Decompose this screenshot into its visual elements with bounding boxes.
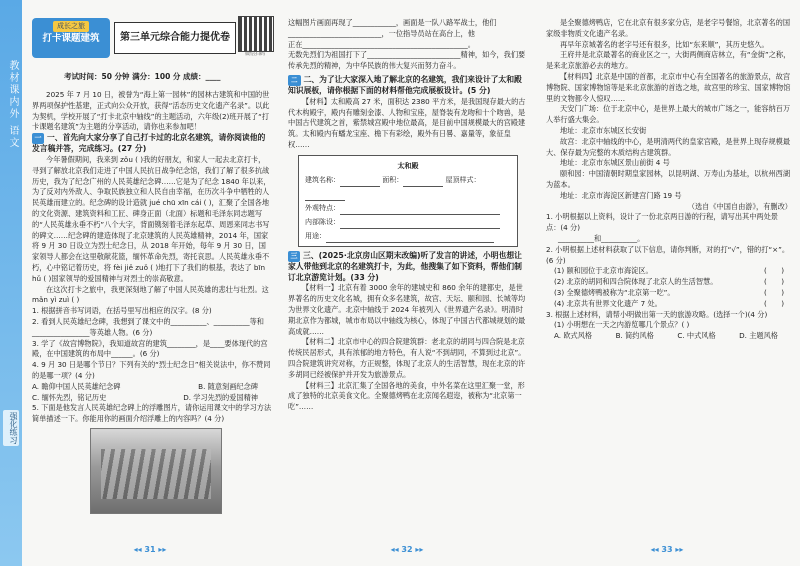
page-number: ◂◂ 33 ▸▸ bbox=[650, 545, 684, 555]
form-row-usage: 用途： bbox=[305, 229, 511, 243]
form-row-interior: 内部陈设： bbox=[305, 215, 511, 229]
bullet-2: 故宫：北京中轴线的中心，是明清两代的皇家宫殿，是世界上现存规模最大、保存最为完整的木质结构古建筑群。 bbox=[546, 136, 791, 157]
question-3: 3. 学了《故宫博物院》，我知道故宫的建筑________，是____要体现代的宫殿，在中国建筑的布局中______。(6 分) bbox=[32, 338, 268, 359]
book-spine bbox=[0, 0, 22, 566]
page-number: ◂◂ 32 ▸▸ bbox=[390, 545, 424, 555]
intro-paragraph: 2025 年 7 月 10 日，被誉为“海上第一园林”的园林古建筑和中国的世界两项保护性基建，正式向公众开放，获得“活态历史文化遗产名录”。以此为契机，学校开展了“打卡北京中轴线”的主题活动，六年级(2)班开展了“打卡课题名建筑”为主题的分享活动，请你也来参加吧！ bbox=[32, 90, 270, 132]
section-2-heading: 二 二、为了让大家深入地了解北京的名建筑，我们来设计了太和殿知识展板，请你根据下面的材料帮他完成展板设计。(5 分) bbox=[288, 74, 522, 95]
judge-item-2: (2) 北京的胡同和四合院体现了北京人的生活智慧。 ( ) bbox=[554, 277, 784, 287]
answer-paren[interactable]: ( ) bbox=[764, 277, 784, 287]
bullet-2-address: 地址：北京市东城区景山前街 4 号 bbox=[560, 158, 670, 168]
ribbon-top: 成长之旅 bbox=[53, 21, 89, 32]
option-b[interactable]: B. 简约风格 bbox=[615, 331, 654, 341]
material-1: 【材料一】北京有着 3000 余年的建城史和 860 余年的建都史，是世界著名的历史文化名城，拥有众多名建筑，故宫、天坛、颐和园、长城等均为世界文化遗产。北京中轴线于 2024 年被列入《世界遗产名录》。明清时期北京作为都城，城市布局以中轴线为核心，体现了中国古代都城规划的最高成就…… bbox=[288, 283, 526, 336]
option-c[interactable]: C. 缅怀先烈，铭记历史 bbox=[32, 392, 107, 402]
fill-line-1: 这幅图片画面再现了____________，画面是一队八路军战士，他们 bbox=[288, 18, 497, 27]
input-interior[interactable] bbox=[340, 220, 500, 229]
judge-item-4: (4) 北京共有世界文化遗产 7 处。 ( ) bbox=[554, 298, 784, 308]
bullet-1: 天安门广场：位于北京中心，是世界上最大的城市广场之一，能容纳百万人举行盛大集会。 bbox=[546, 104, 791, 125]
section-number-badge: 三 bbox=[288, 251, 300, 262]
exam-meta: 考试时间：50 分钟 满分：100 分 成绩：____ bbox=[64, 72, 221, 81]
answer-paren[interactable]: ( ) bbox=[764, 266, 784, 276]
input-roof[interactable] bbox=[305, 192, 345, 201]
section-3-heading: 三 三、(2025·北京房山区期末改编)听了发言的讲述，小明也想让家人带他到北京的名建筑打卡，为此，他搜集了如下资料，帮他们制订北京游览计划。(33 分) bbox=[288, 250, 522, 282]
section-ribbon bbox=[32, 18, 110, 58]
material-2: 【材料二】北京市中心的四合院建筑群：老北京的胡同与四合院是北京传统民居形式，具有浓郁的地方特色，有人说“不到胡同，不算到过北京”。四合院建筑讲究对称，方正规整，体现了北京人的生活智慧，现在北京的许多胡同已经被保护并开发为旅游景点。 bbox=[288, 337, 526, 379]
section-badge: 二 bbox=[288, 75, 301, 86]
option-d[interactable]: D. 主题风格 bbox=[739, 331, 778, 341]
ribbon-main: 打卡课题建筑 bbox=[42, 32, 100, 44]
qr-caption: 微信扫码 bbox=[244, 51, 265, 57]
fill-line-5: 传承先烈的精神，为中华民族的伟大复兴而努力奋斗。 bbox=[288, 61, 461, 71]
page-33 bbox=[538, 0, 796, 566]
question-c: 3. 根据上述材料，请帮小明做出第一天的旅游攻略。(选择一个)(4 分) bbox=[546, 309, 768, 319]
question-a: 1. 小明根据以上资料，设计了一份北京两日游的行程，请写出其中两处景点：(4 分) bbox=[546, 212, 778, 233]
input-usage[interactable] bbox=[326, 234, 494, 243]
p3-line-2: 再早年京城著名的老字号还有很多，比如“东来顺”，其历史悠久。 bbox=[560, 39, 769, 49]
judge-item-1: (1) 颐和园位于北京市海淀区。 ( ) bbox=[554, 266, 784, 276]
material-4: 【材料四】北京是中国的首都，北京市中心有全国著名的旅游景点，故宫博物院、国家博物馆等是来北京旅游的首选之地，故宫里的珍宝、国家博物馆里的文物都令人惊叹…… bbox=[546, 71, 791, 103]
spine-title: 教材课内外 语文 bbox=[7, 60, 18, 150]
section-1-heading: 一 一、首先向大家分享了自己打卡过的北京名建筑，请你阅读他的发言稿并答，完成练习。(27 分) bbox=[32, 133, 266, 154]
option-c[interactable]: C. 中式风格 bbox=[677, 331, 716, 341]
fill-line-3: 正在______________________________________________。 bbox=[288, 39, 475, 49]
page-number: ◂◂ 31 ▸▸ bbox=[133, 545, 167, 555]
question-5: 5. 下面是他发言人民英雄纪念碑上的浮雕图片，请你运用课文中的学习方法简单描述一下。你能用你的画面介绍浮雕上的内容吗？(4 分) bbox=[32, 403, 272, 424]
p3-line-3: 王府井是北京最著名的商业区之一，大街两侧商店林立，有“金街”之称，是来北京旅游必去的地方。 bbox=[546, 50, 791, 71]
relief-sculpture-image bbox=[90, 428, 222, 514]
material-taihe: 【材料】太和殿高 27 米，面积达 2380 平方米，是我国现存最大的古代木构殿宇，殿内有雕刻金漆、人物和宝座，屋脊装有龙吻和十个吻兽，是中国古代建筑之首，紫禁城宫殿中地位最高，是目前中国规模最大的宫殿建筑。太和殿内有蟠龙宝座、檐下有彩绘，殿外有日晷、嘉量等，象征皇权…… bbox=[288, 96, 526, 149]
option-a[interactable]: A. 瞻仰中国人民英雄纪念碑 bbox=[32, 381, 121, 391]
exhibit-board-form bbox=[298, 155, 518, 247]
question-c-sub: (1) 小明想在一天之内游览哪几个景点？( ) bbox=[554, 320, 690, 330]
option-b[interactable]: B. 随意刻画纪念碑 bbox=[198, 381, 258, 391]
qr-code-icon[interactable] bbox=[238, 16, 274, 52]
fill-line-4: 无数先烈们为祖国打下了__________________________精神，如今，我们要 bbox=[288, 50, 526, 60]
unit-title: 第三单元综合能力提优卷 bbox=[114, 22, 236, 54]
question-a-blank[interactable]: __________和__________。 bbox=[558, 233, 645, 243]
input-appearance[interactable] bbox=[340, 206, 500, 215]
spine-tag: 强化练习 bbox=[3, 410, 19, 446]
question-4: 4. 9 月 30 日是哪个节日？下列有关的“烈士纪念日”相关说法中，你不赞同的是哪一项？(4 分) bbox=[32, 360, 271, 380]
fill-line-2: __________________________，一位指导员站在高台上，他 bbox=[288, 28, 475, 38]
material-3: 【材料三】北京汇集了全国各地的美食，中外名菜在这里汇聚一堂，形成了独特的北京美食文化。全聚德烤鸭在北京闻名遐迩，被称为“北京第一吃”…… bbox=[288, 380, 525, 412]
section-1-tail: 在这次打卡之旅中，我更深刻地了解了中国人民英雄的悲壮与壮烈。这 mǎn yì zuì ( ) bbox=[32, 284, 269, 305]
bullet-3: 颐和园：中国清朝时期皇家园林，以昆明湖、万寿山为基址，以杭州西湖为蓝本。 bbox=[546, 169, 791, 189]
form-row-top: 建筑名称： 面积： 屋顶样式： bbox=[305, 173, 511, 201]
bullet-3-address: 地址：北京市海淀区新建宫门路 19 号 bbox=[560, 190, 682, 200]
page1-content bbox=[32, 90, 272, 514]
page-31 bbox=[24, 0, 276, 566]
p3-line-1: 是全聚德烤鸭店，它在北京有很多家分店，是老字号餐馆，北京著名的国家级非物质文化遗产名录。 bbox=[546, 18, 791, 38]
page-32 bbox=[280, 0, 534, 566]
option-a[interactable]: A. 欧式风格 bbox=[554, 331, 593, 341]
form-title: 太和殿 bbox=[397, 161, 419, 170]
section-1-body: 今年暑假期间，我来到 zǒu ( )我的好朋友，和家人一起去北京打卡，寻到了解放北京我们走进了中国人民抗日战争纪念馆，我们了解了很多抗战历史，我为了纪念广州的人民英雄纪念碑……它是为了纪念 1840 年以来，为了反对内外敌人、争取民族独立和人民自由幸福，在历次斗争中牺牲的人民英雄而建立的。纪念碑的设计造就 jué chū xīn cái ( )，汇聚了全国各地的文化资源、建筑资料和工匠、碑身正面（北面）标题和毛泽东同志题写的“人民英雄永垂不朽”八个大字，背面镌刻着毛泽东起草、周恩来同志书写的碑文……纪念碑的建造体现了北京建筑的人民英雄精神，2014 年，国家将 9 月 30 日设立为烈士纪念日，从 2018 年开始，每年 9 月 30 日，国家领导人都会在这里敬献花篮，缅怀革命先烈，寄托哀思。人民英雄永垂不朽，心中铭记着历史，将 fèi jiě zuǒ ( )地打下了我们的根基，表达了 bīn hǔ ( )国家领导的爱国精神与对烈士的崇高敬意。 bbox=[32, 154, 271, 283]
question-1: 1. 根据拼音书写词语，在括号里写出相应的汉字。(8 分) bbox=[32, 306, 212, 316]
page2-content bbox=[288, 18, 528, 413]
question-c-options bbox=[546, 331, 792, 342]
judge-item-3: (3) 全聚德烤鸭被称为“北京第一吃”。 ( ) bbox=[554, 287, 784, 297]
answer-paren[interactable]: ( ) bbox=[764, 287, 784, 297]
question-4-options-b bbox=[32, 393, 272, 404]
bullet-1-address: 地址：北京市东城区长安街 bbox=[560, 125, 647, 135]
question-2: 2. 看到人民英雄纪念碑，我想到了课文中的__________、__________等和________________等英雄人物。(6 分) bbox=[32, 316, 264, 337]
question-4-options-a bbox=[32, 382, 272, 393]
source-note: （选自《中国自由游》，有删改） bbox=[687, 201, 792, 211]
input-name[interactable] bbox=[340, 178, 380, 187]
input-area[interactable] bbox=[403, 178, 443, 187]
answer-paren[interactable]: ( ) bbox=[764, 298, 784, 308]
question-b: 2. 小明根据上述材料获取了以下信息，请你判断，对的打“√”，错的打“×”。(6 分) bbox=[546, 244, 790, 265]
section-number-badge: 一 bbox=[32, 133, 44, 144]
option-d[interactable]: D. 学习先烈的爱国精神 bbox=[183, 392, 258, 402]
form-row-appearance: 外观特点： bbox=[305, 201, 511, 215]
page3-content bbox=[546, 18, 792, 342]
